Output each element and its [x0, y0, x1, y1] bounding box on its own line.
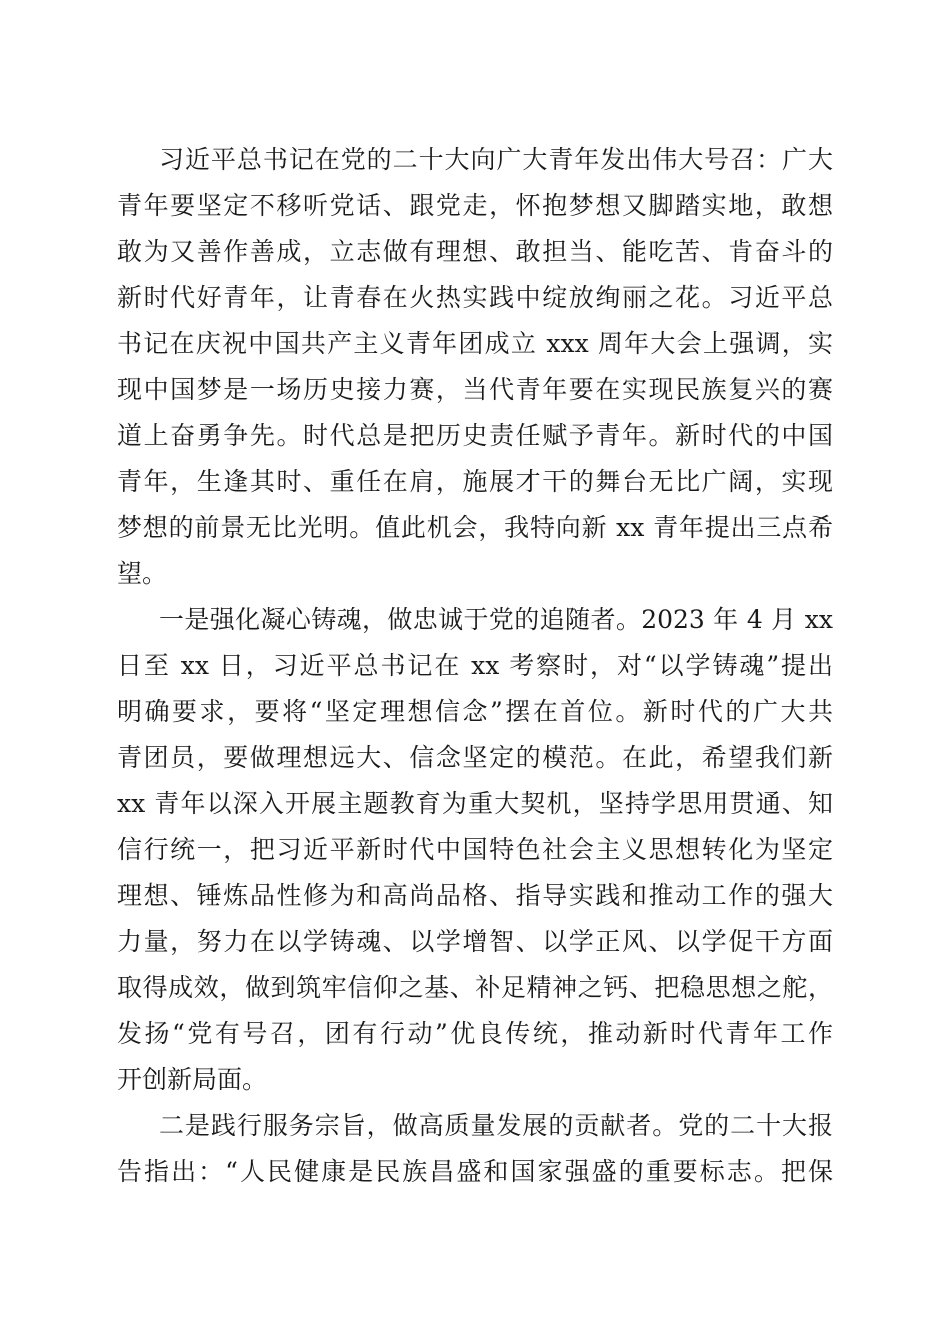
paragraph-1-line-7: 道上奋勇争先。时代总是把历史责任赋予青年。新时代的中国 [117, 421, 833, 450]
paragraph-2-line-10: 发扬“党有号召，团有行动”优良传统，推动新时代青年工作 [117, 1019, 833, 1048]
paragraph-1-line-5: 书记在庆祝中国共产主义青年团成立 xxx 周年大会上强调，实 [117, 329, 833, 358]
paragraph-1-line-2: 青年要坚定不移听党话、跟党走，怀抱梦想又脚踏实地，敢想 [117, 191, 833, 220]
paragraph-1-line-1: 习近平总书记在党的二十大向广大青年发出伟大号召：广大 [159, 145, 833, 174]
paragraph-2-line-6: 信行统一，把习近平新时代中国特色社会主义思想转化为坚定 [117, 835, 833, 864]
paragraph-1-line-3: 敢为又善作善成，立志做有理想、敢担当、能吃苦、肯奋斗的 [117, 237, 833, 266]
paragraph-1-line-9: 梦想的前景无比光明。值此机会，我特向新 xx 青年提出三点希 [117, 513, 833, 542]
paragraph-2-line-7: 理想、锤炼品性修为和高尚品格、指导实践和推动工作的强大 [117, 881, 833, 910]
paragraph-3-line-2: 告指出：“人民健康是民族昌盛和国家强盛的重要标志。把保 [117, 1157, 833, 1186]
paragraph-2-line-2: 日至 xx 日，习近平总书记在 xx 考察时，对“以学铸魂”提出 [117, 651, 833, 680]
paragraph-1-line-10: 望。 [117, 559, 168, 588]
paragraph-1-line-6: 现中国梦是一场历史接力赛，当代青年要在实现民族复兴的赛 [117, 375, 833, 404]
paragraph-2-line-5: xx 青年以深入开展主题教育为重大契机，坚持学思用贯通、知 [117, 789, 833, 818]
paragraph-2-line-4: 青团员，要做理想远大、信念坚定的模范。在此，希望我们新 [117, 743, 833, 772]
paragraph-2-line-3: 明确要求，要将“坚定理想信念”摆在首位。新时代的广大共 [117, 697, 833, 726]
paragraph-2-line-8: 力量，努力在以学铸魂、以学增智、以学正风、以学促干方面 [117, 927, 833, 956]
paragraph-2-line-9: 取得成效，做到筑牢信仰之基、补足精神之钙、把稳思想之舵， [117, 973, 833, 1002]
paragraph-1-line-8: 青年，生逢其时、重任在肩，施展才干的舞台无比广阔，实现 [117, 467, 833, 496]
paragraph-1-line-4: 新时代好青年，让青春在火热实践中绽放绚丽之花。习近平总 [117, 283, 833, 312]
paragraph-3-line-1: 二是践行服务宗旨，做高质量发展的贡献者。党的二十大报 [159, 1111, 833, 1140]
paragraph-2-line-11: 开创新局面。 [117, 1065, 268, 1094]
paragraph-2-line-1: 一是强化凝心铸魂，做忠诚于党的追随者。2023 年 4 月 xx [159, 605, 833, 634]
